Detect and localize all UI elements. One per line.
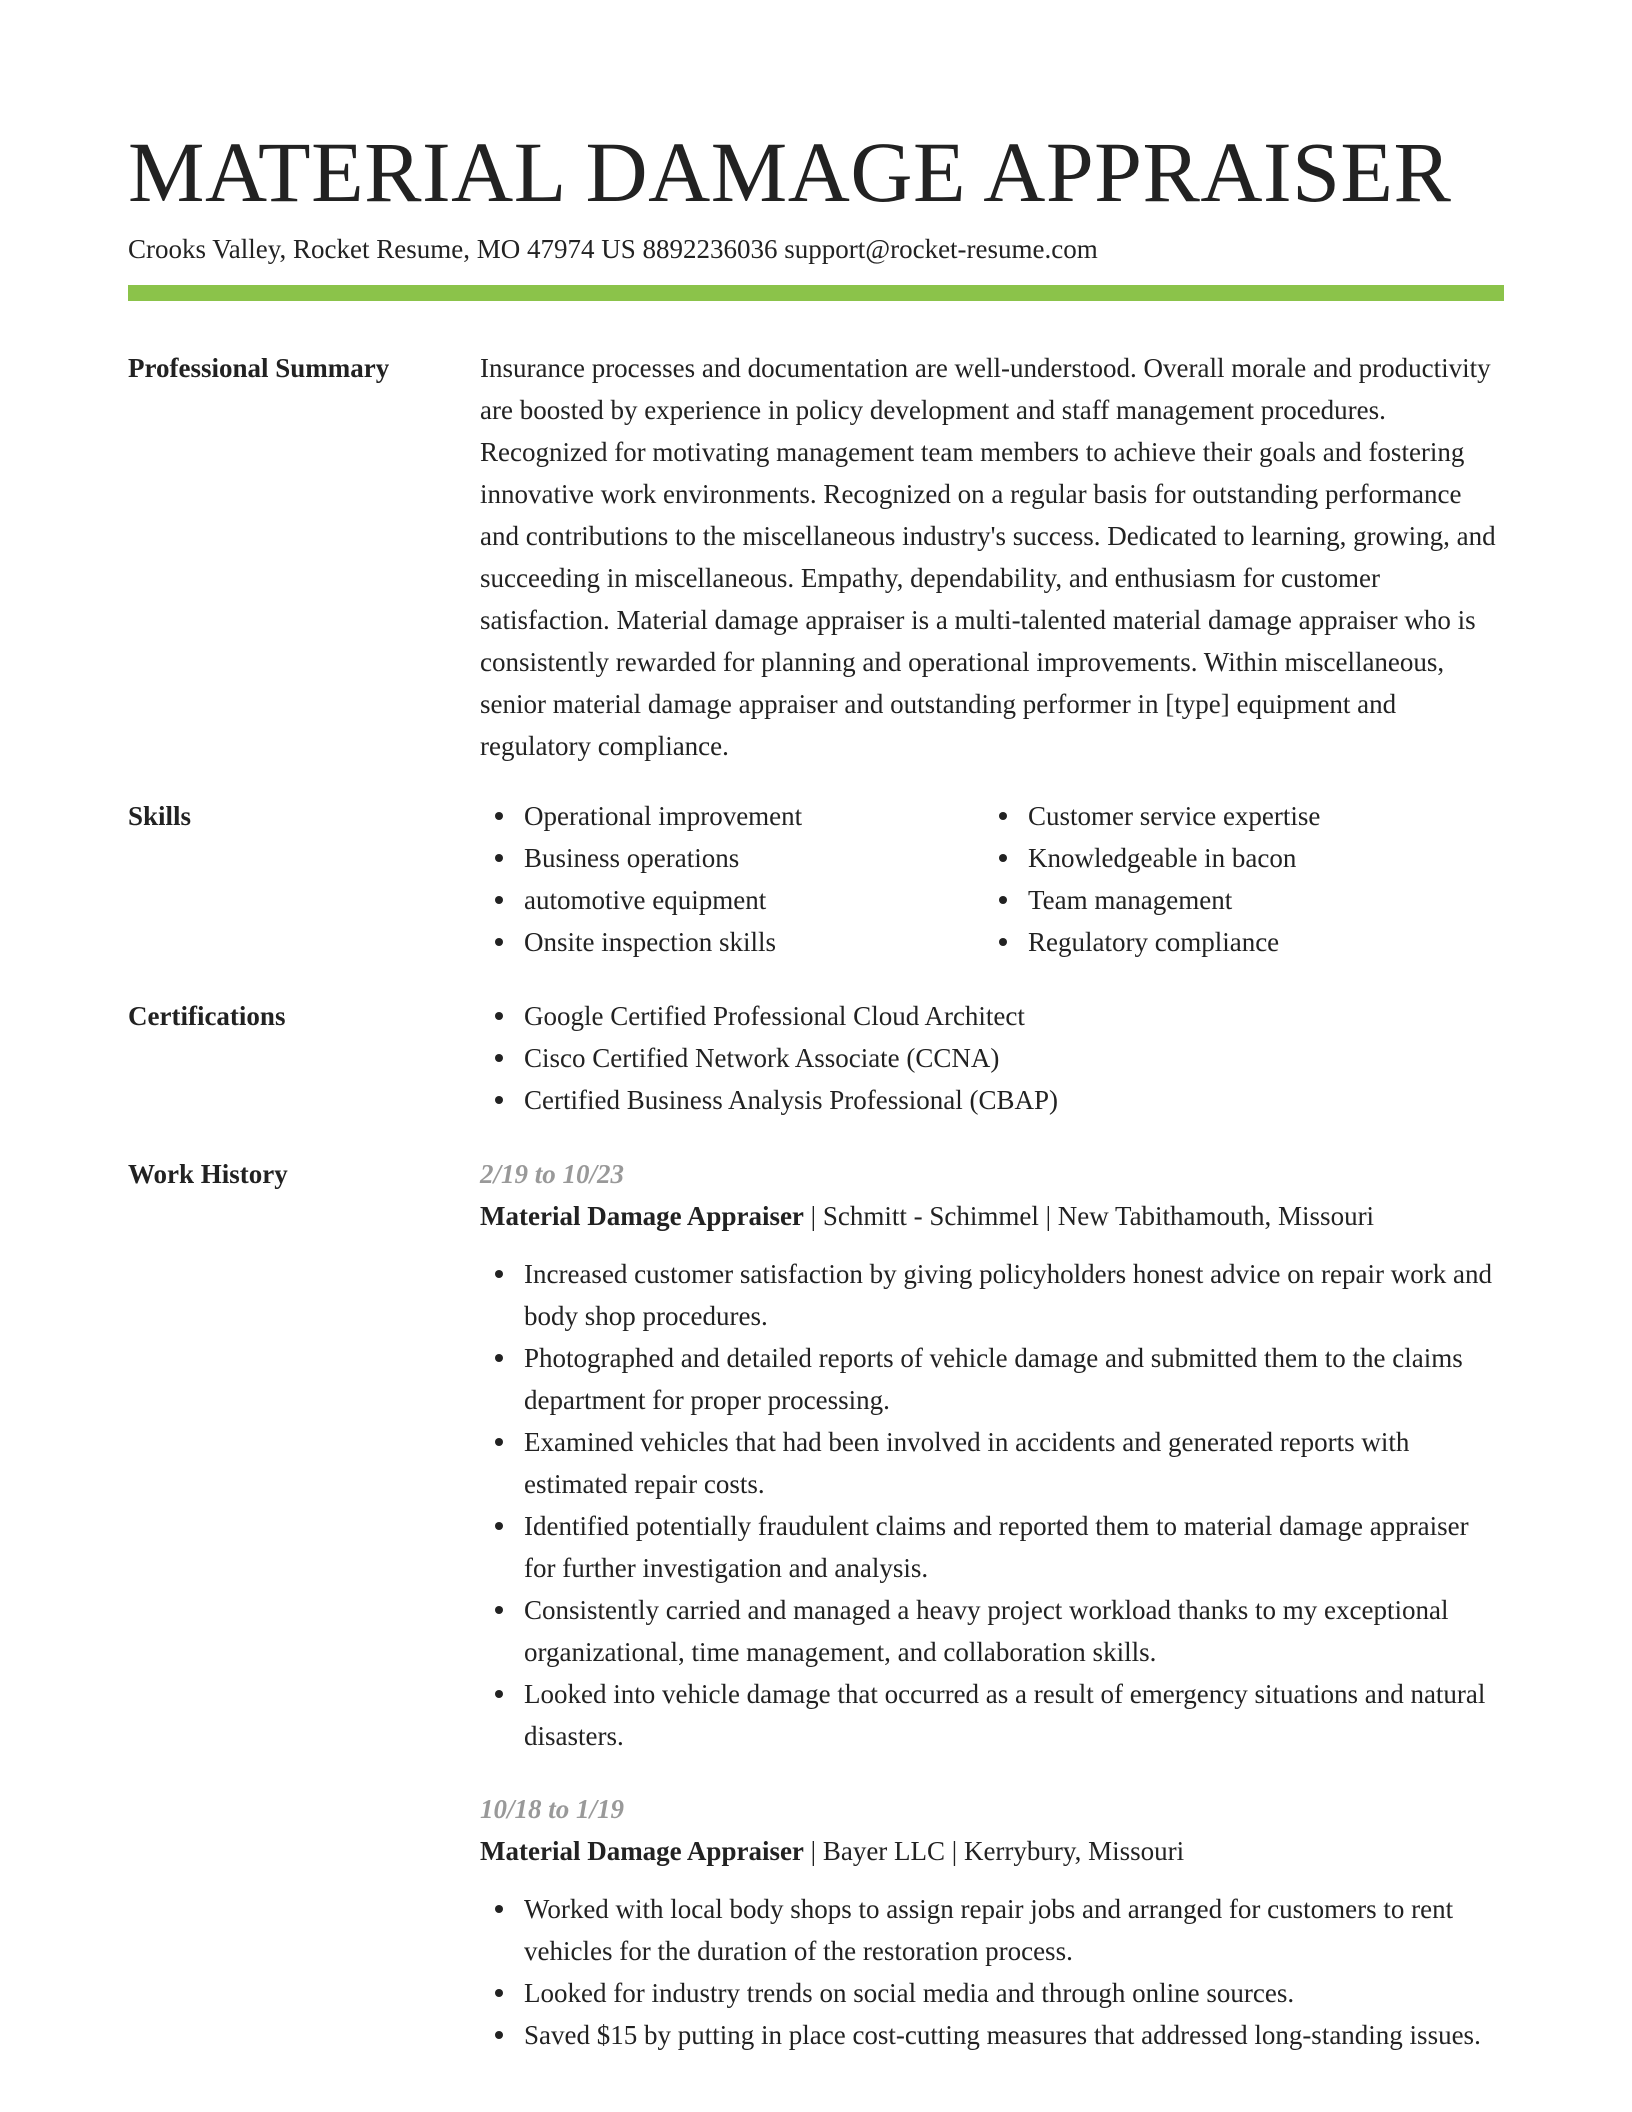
section-label-certifications: Certifications [128,1001,286,1031]
certifications-list [480,995,1504,1121]
list-item: Saved $15 by putting in place cost-cutting measures that addressed long-standing issues. [524,2014,1504,2056]
list-item: Knowledgeable in bacon [1028,837,1488,879]
list-item: Examined vehicles that had been involved in accidents and generated reports with estimated repair costs. [524,1421,1504,1505]
resume-title: MATERIAL DAMAGE APPRAISER [128,124,1452,220]
list-item: Consistently carried and managed a heavy project workload thanks to my exceptional organizational, time management, and collaboration skills. [524,1589,1504,1673]
summary-text: Insurance processes and documentation are well-understood. Overall morale and productivity are boosted by experience in policy development and staff management procedures. Recognized for motivating management team members to achieve their goals and fostering innovative work environments. Recognized on a regular basis for outstanding performance and contributions to the miscellaneous industry's success. Dedicated to learning, growing, and succeeding in miscellaneous. Empathy, dependability, and enthusiasm for customer satisfaction. Material damage appraiser is a multi-talented material damage appraiser who is consistently rewarded for planning and operational improvements. Within miscellaneous, senior material damage appraiser and outstanding performer in [type] equipment and regulatory compliance. [480,353,1496,761]
list-item: Worked with local body shops to assign repair jobs and arranged for customers to rent vehicles for the duration of the restoration process. [524,1888,1504,1972]
list-item: Onsite inspection skills [524,921,984,963]
job-heading [480,1830,1504,1872]
list-item: Looked for industry trends on social media and through online sources. [524,1972,1504,2014]
job-dates: 2/19 to 10/23 [480,1159,625,1189]
skills-list-left [480,795,984,963]
list-item: Increased customer satisfaction by giving policyholders honest advice on repair work and body shop procedures. [524,1253,1504,1337]
list-item: Business operations [524,837,984,879]
section-label-skills: Skills [128,801,192,831]
job-title: Material Damage Appraiser [480,1836,804,1866]
job-bullets [480,1888,1504,2056]
section-label-work-history: Work History [128,1159,288,1189]
job-heading [480,1195,1504,1237]
skills-list-right [984,795,1488,963]
job-details: | Schmitt - Schimmel | New Tabithamouth, Missouri [803,1201,1375,1231]
list-item: Regulatory compliance [1028,921,1488,963]
job-details: | Bayer LLC | Kerrybury, Missouri [803,1836,1185,1866]
certifications-body [480,995,1504,1121]
list-item: Cisco Certified Network Associate (CCNA) [524,1037,1504,1079]
job-entry [480,1788,1504,2056]
list-item: Certified Business Analysis Professional (CBAP) [524,1079,1504,1121]
job-dates: 10/18 to 1/19 [480,1794,625,1824]
job-bullets [480,1253,1504,1757]
work-history-body [480,1153,1504,2056]
list-item: Team management [1028,879,1488,921]
skills-body [480,795,1504,963]
section-label-summary: Professional Summary [128,353,390,383]
accent-divider [128,285,1504,301]
list-item: Operational improvement [524,795,984,837]
list-item: Customer service expertise [1028,795,1488,837]
job-title: Material Damage Appraiser [480,1201,804,1231]
job-entry [480,1153,1504,1757]
contact-line: Crooks Valley, Rocket Resume, MO 47974 US 8892236036 support@rocket-resume.com [128,234,1098,264]
list-item: Identified potentially fraudulent claims and reported them to material damage appraiser for further investigation and analysis. [524,1505,1504,1589]
list-item: Google Certified Professional Cloud Architect [524,995,1504,1037]
list-item: automotive equipment [524,879,984,921]
summary-body [480,347,1504,767]
list-item: Looked into vehicle damage that occurred as a result of emergency situations and natural disasters. [524,1673,1504,1757]
list-item: Photographed and detailed reports of vehicle damage and submitted them to the claims department for proper processing. [524,1337,1504,1421]
